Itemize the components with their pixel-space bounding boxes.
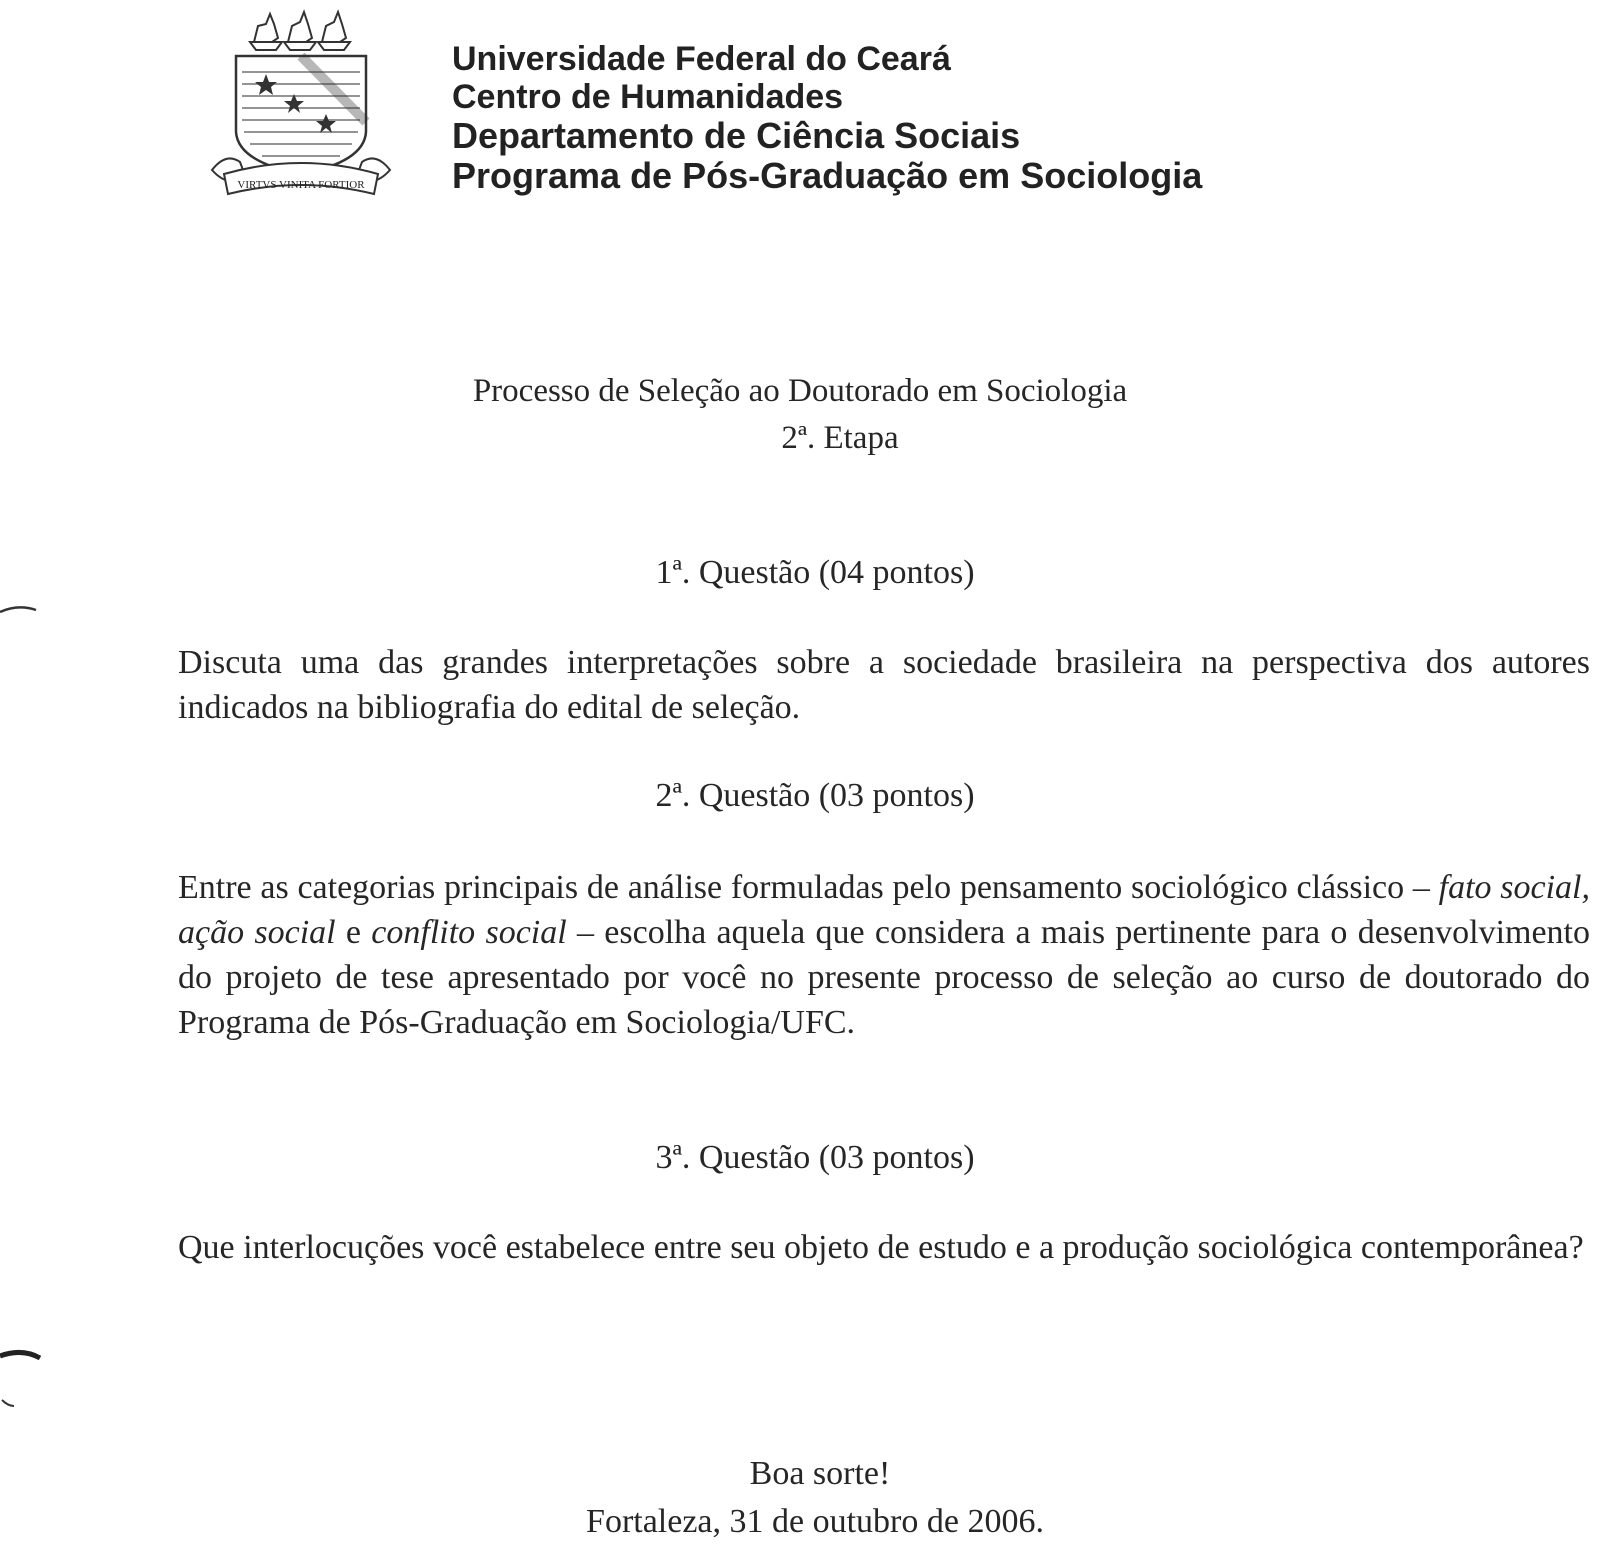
question-1-text: Discuta uma das grandes interpretações sobre a sociedade brasileira na perspectiva dos autores indicados na bibliografia do edital de seleção. [178,644,1590,726]
center-name: Centro de Humanidades [452,78,844,116]
question-2-rest: – escolha aquela que considera a mais pertinente para o desenvolvimento do projeto de tese apresentado por você no presente processo de seleção ao curso de doutorado do Programa de Pós-Graduação em Sociologia/UFC. [178,914,1590,1041]
institution-header [452,40,1202,196]
exam-stage: 2ª. Etapa [781,420,899,456]
department-name: Departamento de Ciência Sociais [452,115,1021,156]
program-name: Programa de Pós-Graduação em Sociologia [452,155,1203,196]
question-1-heading: 1ª. Questão (04 pontos) [655,554,975,591]
crest-motto: VIRTVS VINITA FORTIOR [237,179,365,191]
term-fato-social: fato social, [1438,869,1591,906]
question-2-text [178,865,1590,1045]
margin-mark [0,1344,46,1414]
question-3-text: Que interlocuções você estabelece entre seu objeto de estudo e a produção sociológica contemporânea? [178,1229,1584,1266]
good-luck-text: Boa sorte! [749,1455,891,1492]
term-acao-social: ação social [178,914,336,951]
term-conflito-social: conflito social [371,914,567,951]
exam-title: Processo de Seleção ao Doutorado em Sociologia [472,373,1128,409]
question-2-conjunction: e [335,914,372,951]
university-name: Universidade Federal do Ceará [452,40,951,78]
question-2-intro: Entre as categorias principais de análise formuladas pelo pensamento sociológico clássico – [178,869,1439,906]
place-date: Fortaleza, 31 de outubro de 2006. [586,1503,1044,1540]
question-3-heading: 3ª. Questão (03 pontos) [655,1139,975,1176]
margin-mark [0,600,40,630]
question-2-heading: 2ª. Questão (03 pontos) [655,777,975,814]
university-crest-logo [206,2,396,212]
